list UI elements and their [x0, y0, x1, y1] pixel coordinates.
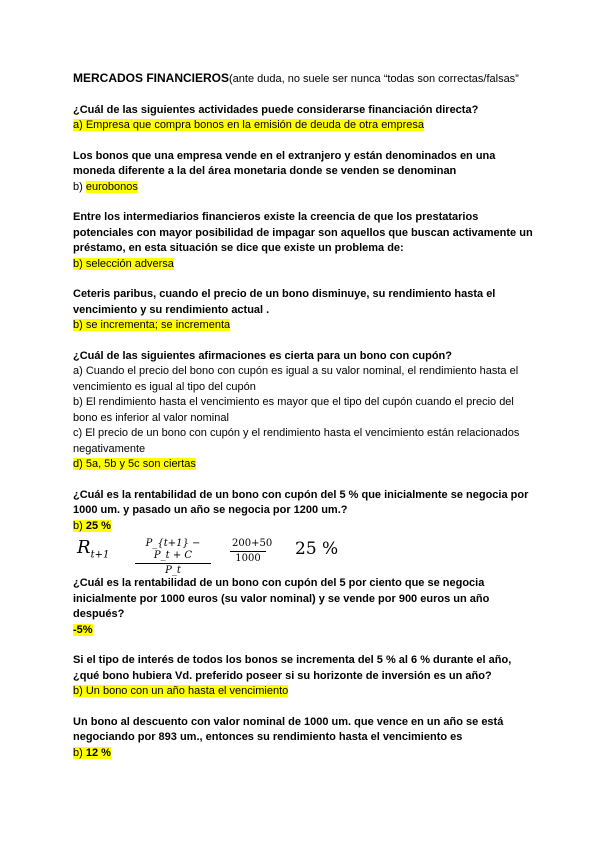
- answer-line: [73, 746, 533, 762]
- answer-highlight: eurobonos: [85, 180, 138, 193]
- fraction-numerator: P_{t+1} − P_t + C: [135, 538, 211, 564]
- answer-prefix: b): [73, 519, 86, 532]
- question-text: Los bonos que una empresa vende en el extranjero y están denominados en una moneda diferente a la del área monetaria donde se venden se denominan: [73, 149, 496, 177]
- document-subtitle: (ante duda, no suele ser nunca “todas son correctas/falsas”: [229, 73, 519, 85]
- fraction-numerator: 200+50: [230, 538, 266, 552]
- question-text: Si el tipo de interés de todos los bonos se incrementa del 5 % al 6 % durante el año, ¿qué bono hubiera Vd. preferido poseer si su horizonte de inversión es un año?: [73, 654, 512, 682]
- answer-highlight: b) Un bono con un año hasta el vencimiento: [73, 685, 289, 697]
- option-a: a) Cuando el precio del bono con cupón es igual a su valor nominal, el rendimiento hasta el vencimiento es igual al tipo del cupón: [73, 365, 519, 393]
- question-text: ¿Cuál es la rentabilidad de un bono con cupón del 5 % que inicialmente se negocia por 1000 um. y pasado un año se negocia por 1200 um.?: [73, 488, 529, 516]
- question-text: Ceteris paribus, cuando el precio de un bono disminuye, su rendimiento hasta el vencimiento y su rendimiento actual .: [73, 288, 496, 316]
- answer-prefix: b): [73, 746, 86, 759]
- formula-result: 25 %: [295, 539, 339, 559]
- return-formula: [73, 537, 533, 576]
- answer-line: [73, 684, 533, 700]
- answer-highlight: 25 %: [85, 519, 111, 532]
- answer-highlight: a) Empresa que compra bonos en la emisión de deuda de otra empresa: [73, 119, 424, 131]
- answer-highlight: -5%: [73, 623, 93, 636]
- question-text: ¿Cuál de las siguientes afirmaciones es cierta para un bono con cupón?: [73, 349, 452, 362]
- answer-line: [73, 519, 533, 535]
- question-text: Entre los intermediarios financieros existe la creencia de que los prestatarios potenciales con mayor posibilidad de impagar son aquellos que buscan activamente un préstamo, en esta situación se dice que existe un problema de:: [73, 211, 533, 254]
- answer-line: [73, 457, 533, 473]
- answer-highlight: b) selección adversa: [73, 257, 174, 270]
- answer-highlight: 12 %: [85, 746, 111, 759]
- question-block-7: [73, 576, 533, 638]
- question-text: ¿Cuál de las siguientes actividades puede considerarse financiación directa?: [73, 103, 479, 116]
- option-b: b) El rendimiento hasta el vencimiento es mayor que el tipo del cupón cuando el precio del bono es inferior al valor nominal: [73, 396, 514, 424]
- header: [73, 71, 533, 88]
- question-block-2: [73, 149, 533, 196]
- answer-prefix: b): [73, 180, 86, 193]
- answer-line: [73, 118, 533, 134]
- question-text: Un bono al descuento con valor nominal de 1000 um. que vence en un año se está negociando por 893 um., entonces su rendimiento hasta el vencimiento es: [73, 715, 504, 743]
- formula-lhs: $R_{t+1}$: [77, 537, 110, 561]
- formula-lhs-sub: t+1: [90, 549, 110, 561]
- answer-highlight: b) se incrementa; se incrementa: [73, 319, 231, 331]
- question-text: ¿Cuál es la rentabilidad de un bono con cupón del 5 por ciento que se negocia inicialmente por 1000 euros (su valor nominal) y se vende por 900 euros un año después?: [73, 577, 490, 620]
- question-block-8: [73, 653, 533, 700]
- question-block-6: [73, 488, 533, 535]
- option-c: c) El precio de un bono con cupón y el rendimiento hasta el vencimiento están relacionados negativamente: [73, 427, 520, 455]
- question-block-4: [73, 287, 533, 334]
- document-title: MERCADOS FINANCIEROS: [73, 71, 230, 85]
- answer-highlight: d) 5a, 5b y 5c son ciertas: [73, 458, 196, 470]
- answer-line: [73, 180, 533, 196]
- question-block-3: [73, 210, 533, 272]
- question-block-5: [73, 349, 533, 473]
- answer-line: [73, 318, 533, 334]
- fraction-denominator: P_t: [165, 565, 181, 576]
- formula-fraction-values: [230, 538, 273, 565]
- formula-fraction-general: [135, 538, 211, 577]
- question-block-9: [73, 715, 533, 762]
- fraction-denominator: 1000: [235, 553, 261, 564]
- document-content: [73, 71, 533, 776]
- answer-line: [73, 623, 533, 639]
- answer-line: [73, 257, 533, 273]
- question-block-1: [73, 103, 533, 134]
